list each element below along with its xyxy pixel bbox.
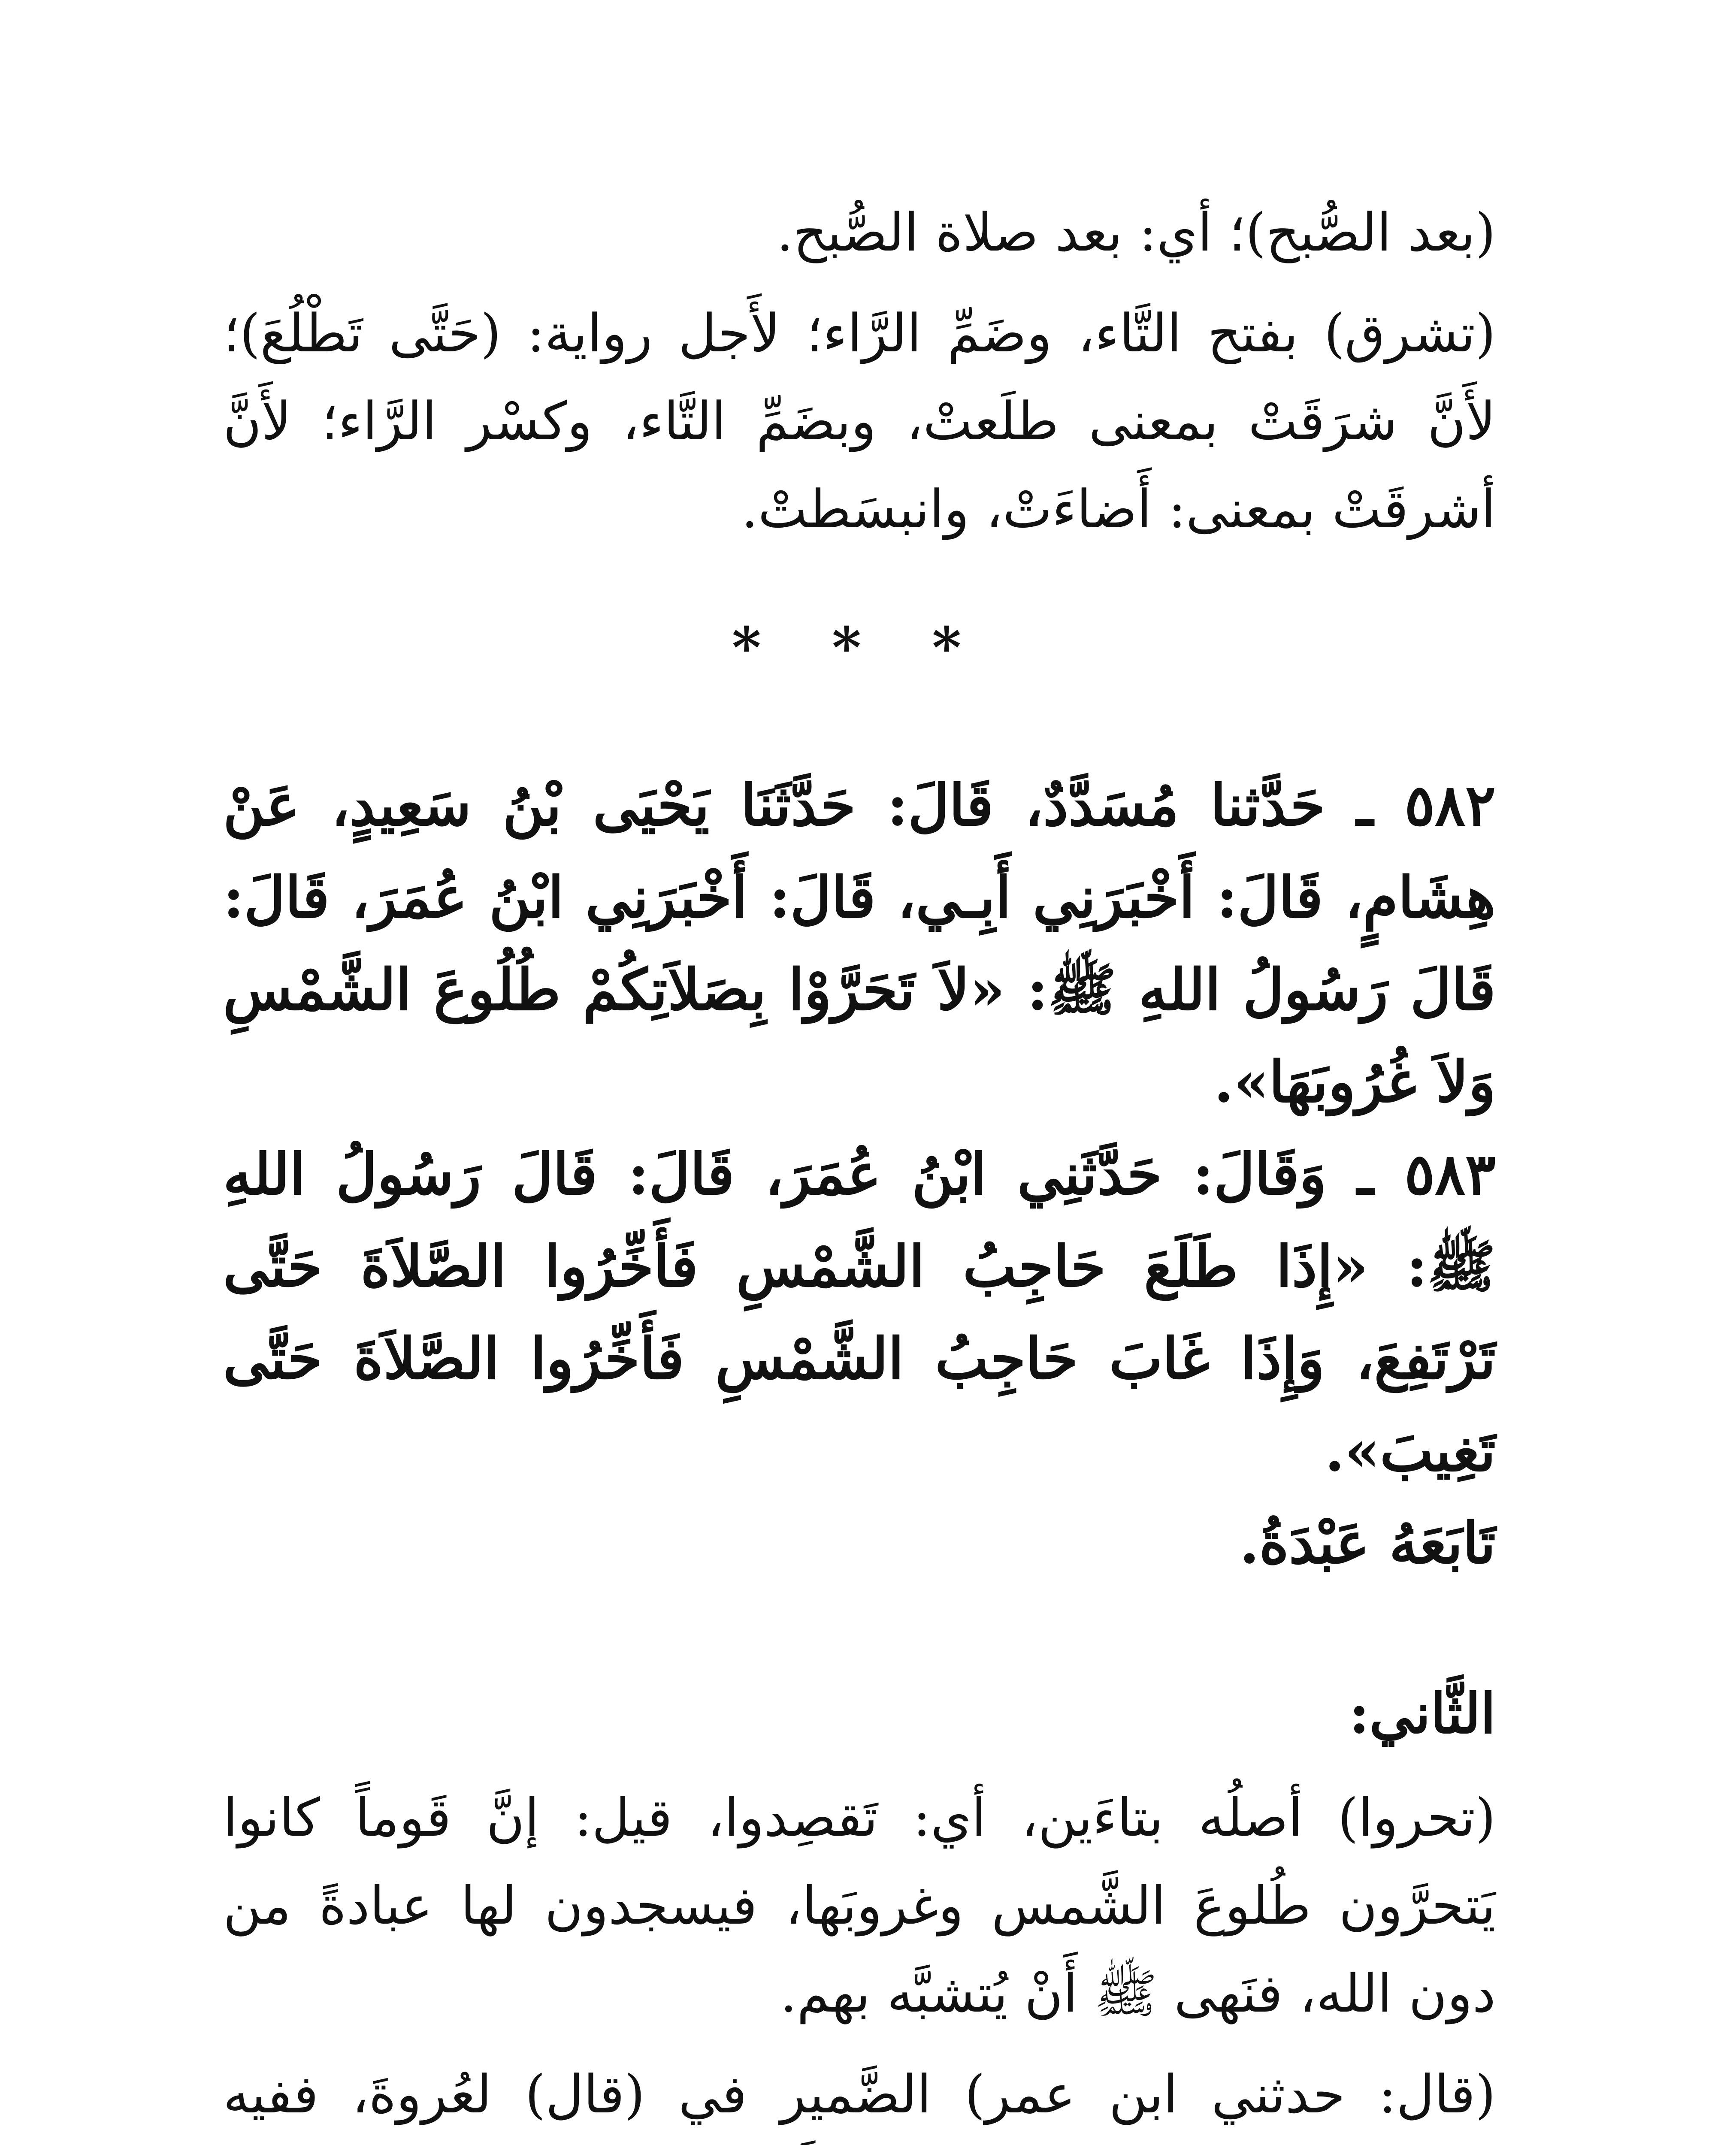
commentary-paragraph-3: (تحروا) أصلُه بتاءَين، أي: تَقصِدوا، قيل: إنَّ قَوماً كانوا يَتحرَّون طُلوعَ الشَّمس وغروبَها، فيسجدون لها عبادةً من دون الله، فنَهى ﷺ أَنْ يُتشبَّه بهم.: [223, 1787, 1496, 2024]
section-separator: * * *: [732, 615, 987, 680]
commentary-paragraph-4: (قال: حدثني ابن عمر) الضَّمير في (قال) لعُروةَ، ففيه: [223, 2064, 1496, 2125]
hadith-582: ٥٨٢ ـ حَدَّثنا مُسَدَّدٌ، قَالَ: حَدَّثَنَا يَحْيَى بْنُ سَعِيدٍ، عَنْ هِشَامٍ، قَالَ: أَخْبَرَنِي أَبِـي، قَالَ: أَخْبَرَنِي ابْنُ عُمَرَ، قَالَ: قَالَ رَسُولُ اللهِ ﷺ: «لاَ تَحَرَّوْا بِصَلاَتِكُمْ طُلُوعَ الشَّمْسِ وَلاَ غُرُوبَهَا».: [223, 772, 1496, 1115]
hadith-583: ٥٨٣ ـ وَقَالَ: حَدَّثَنِي ابْنُ عُمَرَ، قَالَ: قَالَ رَسُولُ اللهِ ﷺ: «إِذَا طَلَعَ حَاجِبُ الشَّمْسِ فَأَخِّرُوا الصَّلاَةَ حَتَّى تَرْتَفِعَ، وَإِذَا غَابَ حَاجِبُ الشَّمْسِ فَأَخِّرُوا الصَّلاَةَ حَتَّى تَغِيبَ».: [223, 1141, 1496, 1484]
section-label-second: الثَّاني:: [1349, 1682, 1496, 1746]
commentary-paragraph-2: (تشرق) بفتح التَّاء، وضَمِّ الرَّاء؛ لأَجل رواية: (حَتَّى تَطْلُعَ)؛ لأَنَّ شرَقَتْ بمعنى طلَعتْ، وبضَمِّ التَّاء، وكسْر الرَّاء؛ لأَنَّ أشرقَتْ بمعنى: أَضاءَتْ، وانبسَطتْ.: [223, 303, 1496, 540]
mutabaa-line: تَابَعَهُ عَبْدَةُ.: [1239, 1510, 1496, 1577]
commentary-paragraph-1: (بعد الصُّبح)؛ أي: بعد صلاة الصُّبح.: [776, 202, 1496, 263]
